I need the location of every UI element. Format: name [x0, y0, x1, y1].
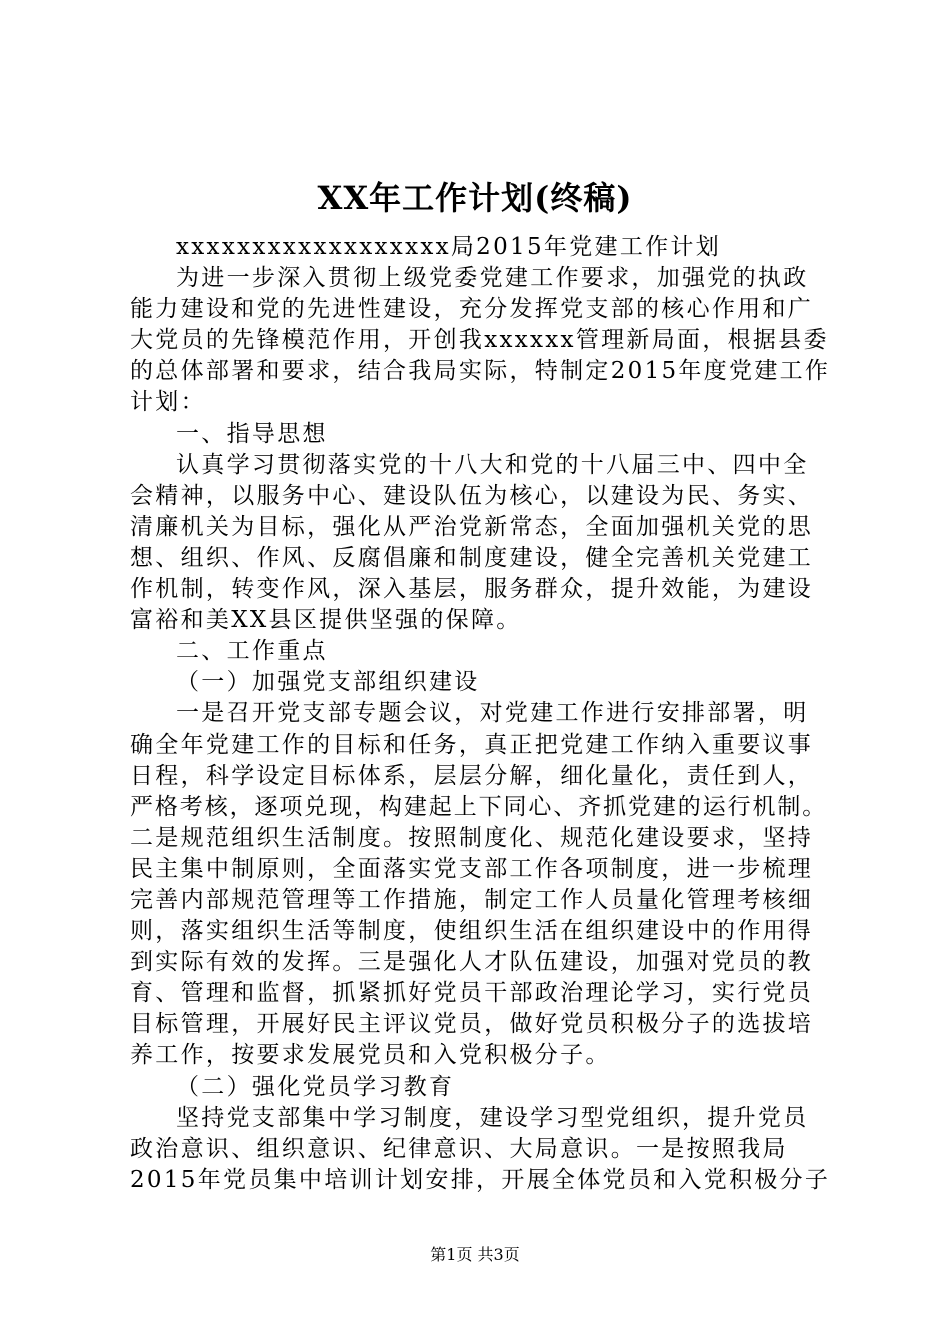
text-line: xxxxxxxxxxxxxxxxxx局2015年党建工作计划 [176, 234, 722, 260]
text-line: 大党员的先锋模范作用，开创我xxxxxx管理新局面，根据县委 [130, 327, 829, 354]
text-line: 作机制，转变作风，深入基层，服务群众，提升效能，为建设 [130, 576, 814, 603]
text-line: 养工作，按要求发展党员和入党积极分子。 [130, 1042, 611, 1069]
text-line: 确全年党建工作的目标和任务，真正把党建工作纳入重要议事 [130, 731, 814, 758]
text-line: 二、工作重点 [176, 638, 328, 665]
text-line: 清廉机关为目标，强化从严治党新常态，全面加强机关党的思 [130, 513, 814, 540]
text-line: 能力建设和党的先进性建设，充分发挥党支部的核心作用和广 [130, 296, 814, 323]
document-body [130, 232, 830, 1196]
text-line: 会精神，以服务中心、建设队伍为核心，以建设为民、务实、 [130, 482, 814, 509]
text-line: 想、组织、作风、反腐倡廉和制度建设，健全完善机关党建工 [130, 544, 814, 571]
text-line: 则，落实组织生活等制度，使组织生活在组织建设中的作用得 [130, 918, 814, 945]
text-line: 认真学习贯彻落实党的十八大和党的十八届三中、四中全 [176, 451, 809, 478]
text-line: 民主集中制原则，全面落实党支部工作各项制度，进一步梳理 [130, 855, 814, 882]
text-line: （二）强化党员学习教育 [176, 1073, 455, 1100]
text-line: 为进一步深入贯彻上级党委党建工作要求，加强党的执政 [176, 265, 809, 292]
text-line: 育、管理和监督，抓紧抓好党员干部政治理论学习，实行党员 [130, 980, 814, 1007]
text-line: 完善内部规范管理等工作措施，制定工作人员量化管理考核细 [130, 886, 814, 913]
text-line: （一）加强党支部组织建设 [176, 669, 480, 696]
text-line: 严格考核，逐项兑现，构建起上下同心、齐抓党建的运行机制。 [130, 793, 828, 820]
text-line: 坚持党支部集中学习制度，建设学习型党组织，提升党员 [176, 1104, 809, 1131]
text-line: 计划： [130, 389, 206, 416]
text-line: 日程，科学设定目标体系，层层分解，细化量化，责任到人， [130, 762, 814, 789]
text-line: 二是规范组织生活制度。按照制度化、规范化建设要求，坚持 [130, 824, 814, 851]
text-line: 目标管理，开展好民主评议党员，做好党员积极分子的选拔培 [130, 1011, 814, 1038]
text-line: 一、指导思想 [176, 420, 328, 447]
text-line: 富裕和美XX县区提供坚强的保障。 [130, 607, 522, 634]
text-line: 政治意识、组织意识、纪律意识、大局意识。一是按照我局 [130, 1135, 788, 1162]
text-line: 到实际有效的发挥。三是强化人才队伍建设，加强对党员的教 [130, 949, 814, 976]
text-line: 一是召开党支部专题会议，对党建工作进行安排部署，明 [176, 700, 809, 727]
text-line: 的总体部署和要求，结合我局实际，特制定2015年度党建工作 [130, 358, 830, 385]
text-line: 2015年党员集中培训计划安排，开展全体党员和入党积极分子 [130, 1166, 830, 1193]
page-footer: 第1页 共3页 [430, 1245, 520, 1264]
document-title: XX年工作计划(终稿) [317, 179, 633, 217]
